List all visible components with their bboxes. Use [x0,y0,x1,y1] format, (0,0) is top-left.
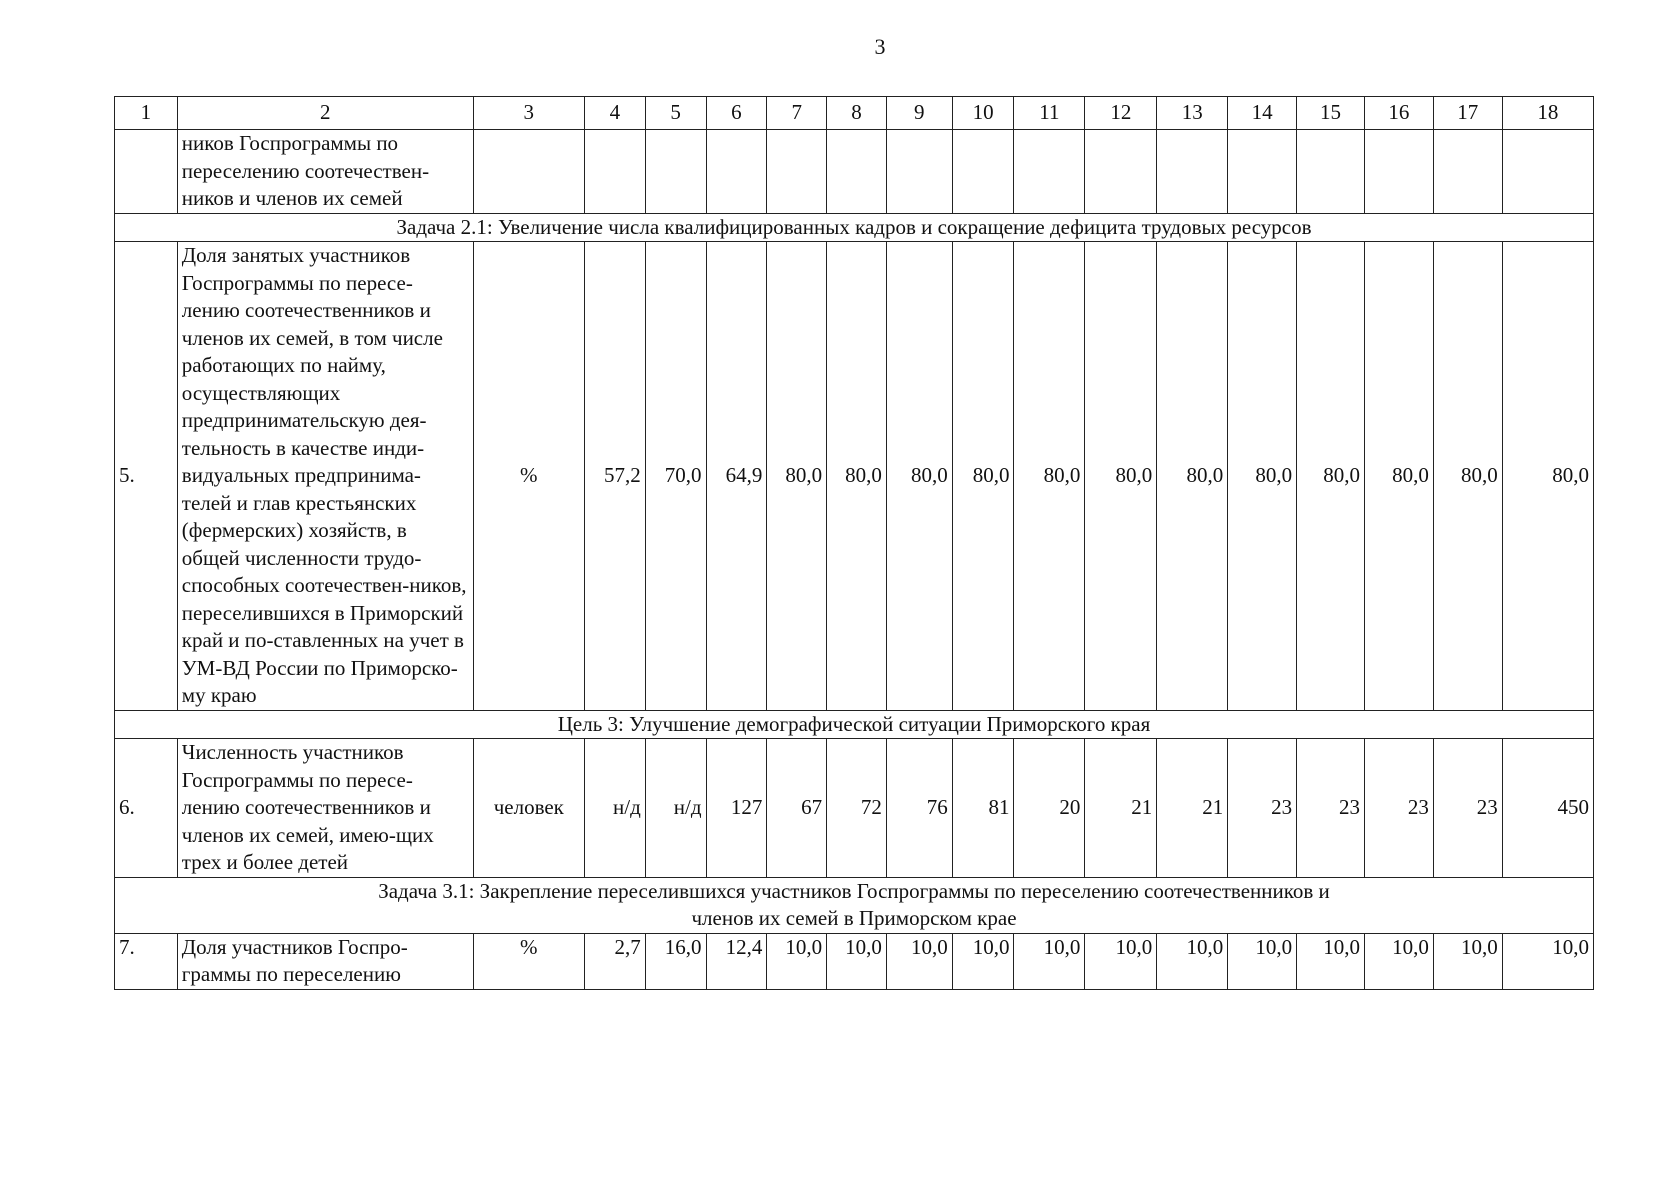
table-row [115,739,1594,878]
header-cell: 17 [1433,97,1502,130]
value-cell: 127 [706,739,767,878]
indicator-name: ников Госпрограммы по переселению соотечествен-ников и членов их семей [177,130,473,214]
header-cell: 3 [473,97,584,130]
value-cell: 80,0 [1157,242,1228,711]
section-task-3-1-line1: Задача 3.1: Закрепление переселившихся участников Госпрограммы по переселению соотечественников и [378,878,1330,903]
value-cell: 23 [1228,739,1297,878]
value-cell: 57,2 [585,242,646,711]
section-row [115,710,1594,739]
table-row [115,242,1594,711]
unit-cell: % [473,933,584,989]
value-cell: 10,0 [1364,933,1433,989]
value-cell [706,130,767,214]
header-cell: 12 [1085,97,1157,130]
header-cell: 15 [1297,97,1365,130]
section-row [115,877,1594,933]
value-cell: 80,0 [886,242,952,711]
header-cell: 9 [886,97,952,130]
value-cell [767,130,827,214]
value-cell: 70,0 [645,242,706,711]
value-cell: 80,0 [1433,242,1502,711]
table-row [115,130,1594,214]
value-cell [1502,130,1593,214]
value-cell: 80,0 [1364,242,1433,711]
value-cell: 10,0 [1433,933,1502,989]
value-cell: н/д [645,739,706,878]
value-cell: 80,0 [952,242,1014,711]
header-cell: 10 [952,97,1014,130]
section-task-2-1: Задача 2.1: Увеличение числа квалифицированных кадров и сокращение дефицита трудовых ресурсов [115,213,1594,242]
value-cell: 10,0 [952,933,1014,989]
value-cell [1364,130,1433,214]
value-cell [645,130,706,214]
value-cell [1228,130,1297,214]
value-cell: 10,0 [1014,933,1085,989]
value-cell: 21 [1085,739,1157,878]
value-cell: 80,0 [767,242,827,711]
value-cell: 80,0 [1502,242,1593,711]
value-cell: 2,7 [585,933,646,989]
indicators-table [114,96,1594,990]
value-cell: 80,0 [1014,242,1085,711]
row-number: 7. [115,933,178,989]
unit-cell: % [473,242,584,711]
value-cell: 80,0 [827,242,887,711]
value-cell: 10,0 [886,933,952,989]
value-cell: 64,9 [706,242,767,711]
value-cell: 23 [1297,739,1365,878]
value-cell: 23 [1364,739,1433,878]
indicator-name: Численность участников Госпрограммы по пересе-лению соотечественников и членов их семей, имею-щих трех и более детей [177,739,473,878]
value-cell [1085,130,1157,214]
value-cell: 80,0 [1297,242,1365,711]
header-cell: 8 [827,97,887,130]
value-cell [585,130,646,214]
row-number: 6. [115,739,178,878]
header-cell: 2 [177,97,473,130]
header-cell: 14 [1228,97,1297,130]
indicator-name: Доля занятых участников Госпрограммы по пересе-лению соотечественников и членов их семей, в том числе работающих по найму, осуществляющих предпринимательскую дея-тельность в качестве инди-видуальных предпринима-телей и глав крестьянских (фермерских) хозяйств, в общей численности трудо-способных соотечествен-ников, переселившихся в Приморский край и по-ставленных на учет в УМ-ВД России по Приморско-му краю [177,242,473,711]
value-cell: 21 [1157,739,1228,878]
value-cell: 76 [886,739,952,878]
value-cell: 10,0 [827,933,887,989]
value-cell: 10,0 [767,933,827,989]
section-row [115,213,1594,242]
value-cell: 81 [952,739,1014,878]
header-cell: 6 [706,97,767,130]
table-header-row [115,97,1594,130]
section-goal-3: Цель 3: Улучшение демографической ситуации Приморского края [115,710,1594,739]
header-cell: 11 [1014,97,1085,130]
header-cell: 1 [115,97,178,130]
value-cell: 10,0 [1157,933,1228,989]
section-task-3-1 [115,877,1594,933]
value-cell [952,130,1014,214]
value-cell [1014,130,1085,214]
table-row [115,933,1594,989]
value-cell: 16,0 [645,933,706,989]
header-cell: 18 [1502,97,1593,130]
value-cell: 67 [767,739,827,878]
header-cell: 7 [767,97,827,130]
value-cell [1433,130,1502,214]
value-cell: 72 [827,739,887,878]
value-cell [1157,130,1228,214]
value-cell: 450 [1502,739,1593,878]
header-cell: 5 [645,97,706,130]
value-cell: 10,0 [1502,933,1593,989]
value-cell: 12,4 [706,933,767,989]
value-cell: 80,0 [1228,242,1297,711]
value-cell [886,130,952,214]
value-cell: 10,0 [1085,933,1157,989]
value-cell: н/д [585,739,646,878]
value-cell: 20 [1014,739,1085,878]
value-cell: 10,0 [1297,933,1365,989]
value-cell [827,130,887,214]
value-cell: 23 [1433,739,1502,878]
value-cell [1297,130,1365,214]
header-cell: 13 [1157,97,1228,130]
row-number [115,130,178,214]
page-number: 3 [874,34,886,59]
unit-cell [473,130,584,214]
value-cell: 80,0 [1085,242,1157,711]
section-task-3-1-line2: членов их семей в Приморском крае [691,906,1017,930]
header-cell: 4 [585,97,646,130]
value-cell: 10,0 [1228,933,1297,989]
row-number: 5. [115,242,178,711]
indicator-name: Доля участников Госпро-граммы по переселению [177,933,473,989]
unit-cell: человек [473,739,584,878]
header-cell: 16 [1364,97,1433,130]
